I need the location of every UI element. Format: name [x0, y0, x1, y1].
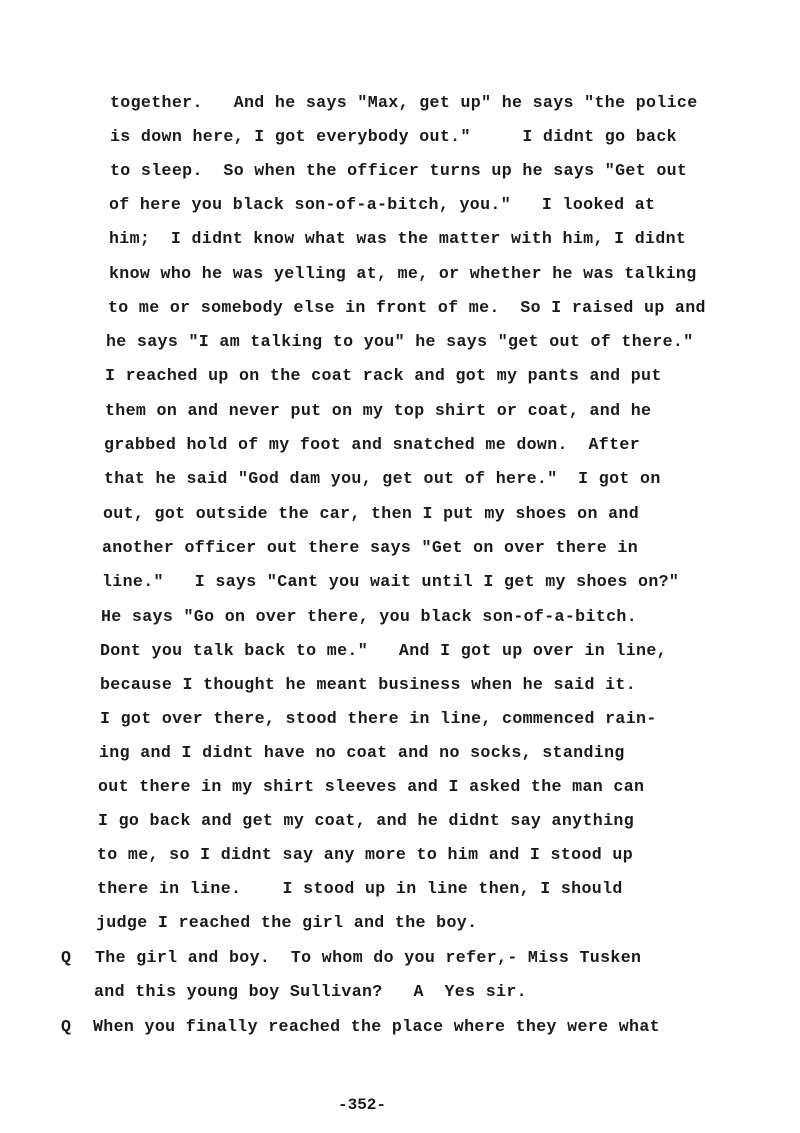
transcript-line: them on and never put on my top shirt or coat, and he [105, 401, 652, 420]
transcript-line: another officer out there says "Get on over there in [102, 538, 639, 557]
transcript-line: When you finally reached the place where they were what [93, 1017, 660, 1036]
transcript-line: He says "Go on over there, you black son-of-a-bitch. [101, 607, 638, 626]
question-marker: Q [61, 1017, 71, 1036]
transcript-line: he says "I am talking to you" he says "get out of there." [106, 332, 694, 351]
transcript-line: and this young boy Sullivan? A Yes sir. [94, 982, 527, 1001]
transcript-line: line." I says "Cant you wait until I get my shoes on?" [102, 572, 680, 591]
transcript-line: of here you black son-of-a-bitch, you." I looked at [109, 195, 656, 214]
transcript-line: there in line. I stood up in line then, I should [97, 879, 623, 898]
transcript-line: that he said "God dam you, get out of here." I got on [104, 469, 661, 488]
transcript-line: grabbed hold of my foot and snatched me down. After [104, 435, 641, 454]
transcript-line: him; I didnt know what was the matter with him, I didnt [109, 229, 687, 248]
transcript-line: ing and I didnt have no coat and no socks, standing [99, 743, 625, 762]
transcript-line: because I thought he meant business when he said it. [100, 675, 637, 694]
transcript-line: to me or somebody else in front of me. So I raised up and [108, 298, 706, 317]
transcript-line: out there in my shirt sleeves and I asked the man can [98, 777, 645, 796]
transcript-line: is down here, I got everybody out." I didnt go back [110, 127, 677, 146]
transcript-line: to sleep. So when the officer turns up he says "Get out [110, 161, 688, 180]
transcript-line: I got over there, stood there in line, commenced rain- [100, 709, 657, 728]
transcript-line: to me, so I didnt say any more to him and I stood up [97, 845, 634, 864]
transcript-line: The girl and boy. To whom do you refer,- Miss Tusken [95, 948, 642, 967]
transcript-line: know who he was yelling at, me, or whether he was talking [109, 264, 697, 283]
transcript-line: I go back and get my coat, and he didnt say anything [98, 811, 635, 830]
transcript-line: together. And he says "Max, get up" he says "the police [110, 93, 698, 112]
page-number: -352- [338, 1096, 387, 1114]
transcript-line: out, got outside the car, then I put my shoes on and [103, 504, 640, 523]
transcript-line: I reached up on the coat rack and got my pants and put [105, 366, 662, 385]
transcript-line: Dont you talk back to me." And I got up over in line, [100, 641, 667, 660]
question-marker: Q [61, 948, 71, 967]
transcript-line: judge I reached the girl and the boy. [96, 913, 478, 932]
